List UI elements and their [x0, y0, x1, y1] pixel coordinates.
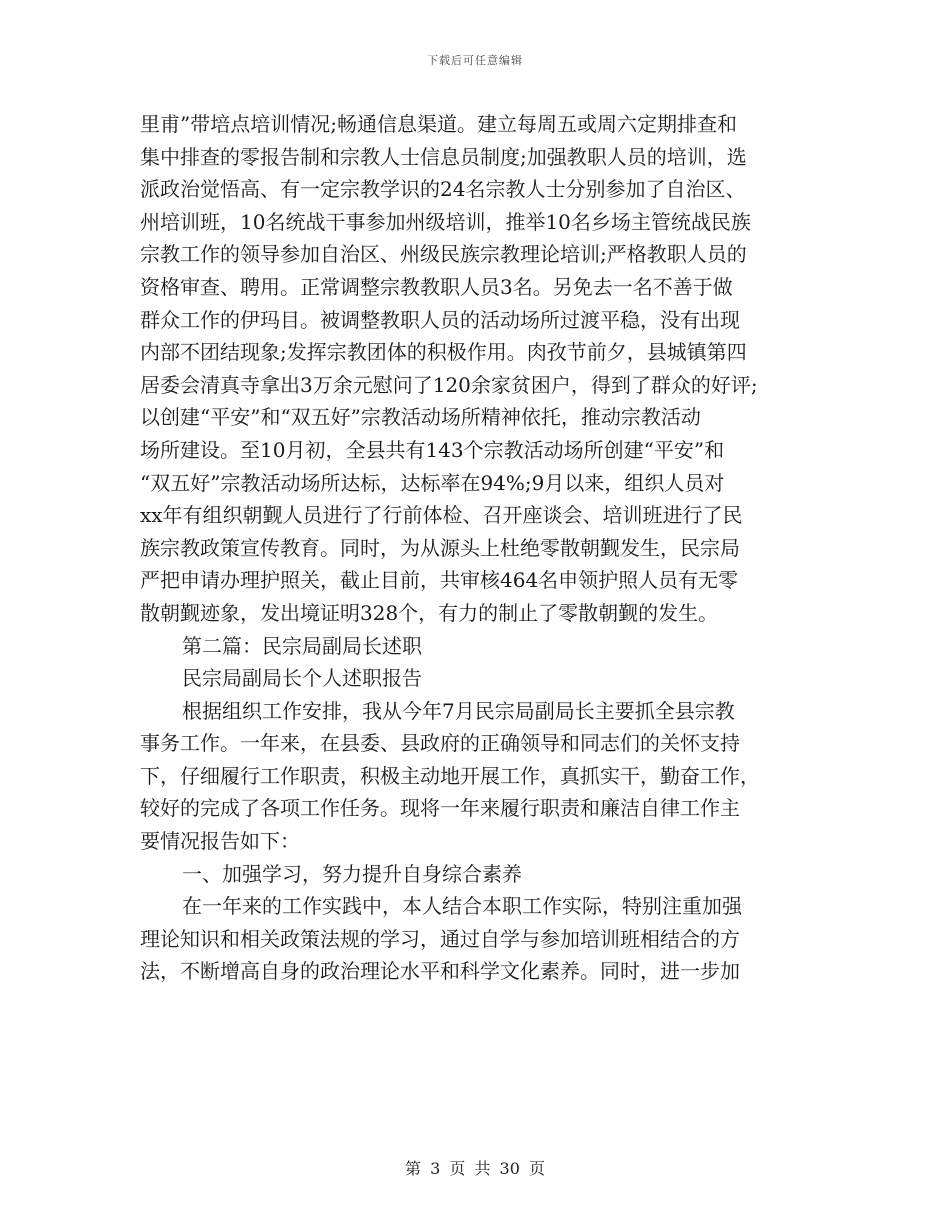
text-line: 场所建设。至10月初，全县共有143个宗教活动场所创建“平安”和: [140, 437, 725, 462]
text-line: 里甫”带培点培训情况;畅通信息渠道。建立每周五或周六定期排查和: [140, 112, 737, 136]
text-line: 居委会清真寺拿出3万余元慰问了120余家贫困户，得到了群众的好评;: [140, 372, 758, 397]
text-line: 州培训班，10名统战干事参加州级培训，推举10名乡场主管统战民族: [140, 209, 751, 234]
text-line: 民宗局副局长个人述职报告: [182, 666, 422, 691]
text-line: 集中排查的零报告制和宗教人士信息员制度;加强教职人员的培训，选: [140, 144, 747, 169]
text-line: 较好的完成了各项工作任务。现将一年来履行职责和廉洁自律工作主: [140, 796, 740, 821]
text-line: 资格审查、聘用。正常调整宗教教职人员3名。另免去一名不善于做: [140, 274, 733, 299]
text-line: 在一年来的工作实践中，本人结合本职工作实际，特别注重加强: [182, 894, 742, 919]
text-line: 法，不断增高自身的政治理论水平和科学文化素养。同时，进一步加: [140, 959, 740, 984]
text-line: 一、加强学习，努力提升自身综合素养: [182, 861, 522, 886]
text-line: 散朝觐迹象，发出境证明328个，有力的制止了零散朝觐的发生。: [140, 600, 719, 625]
text-line: 理论知识和相关政策法规的学习，通过自学与参加培训班相结合的方: [140, 926, 740, 951]
text-line: 严把申请办理护照关，截止目前，共审核464名申领护照人员有无零: [140, 568, 739, 593]
text-line: 族宗教政策宣传教育。同时，为从源头上杜绝零散朝觐发生，民宗局: [140, 535, 740, 560]
text-line: 派政治觉悟高、有一定宗教学识的24名宗教人士分别参加了自治区、: [140, 177, 746, 202]
text-line: xx年有组织朝觐人员进行了行前体检、召开座谈会、培训班进行了民: [140, 503, 743, 528]
document-body: [140, 108, 820, 988]
text-line: 内部不团结现象;发挥宗教团体的积极作用。肉孜节前夕，县城镇第四: [140, 340, 747, 365]
text-line: 群众工作的伊玛目。被调整教职人员的活动场所过渡平稳，没有出现: [140, 307, 740, 332]
text-line: 以创建“平安”和“双五好”宗教活动场所精神依托，推动宗教活动: [140, 405, 701, 430]
text-line: 要情况报告如下：: [140, 829, 300, 854]
text-line: 事务工作。一年来，在县委、县政府的正确领导和同志们的关怀支持: [140, 731, 740, 756]
text-line: 宗教工作的领导参加自治区、州级民族宗教理论培训;严格教职人员的: [140, 242, 747, 267]
text-line: 根据组织工作安排，我从今年7月民宗局副局长主要抓全县宗教: [182, 698, 735, 723]
text-line: 第二篇：民宗局副局长述职: [182, 633, 422, 658]
page-footer-page-number: 第 3 页 共 30 页: [405, 1159, 545, 1178]
text-line: “双五好”宗教活动场所达标，达标率在94%;9月以来，组织人员对: [140, 470, 725, 495]
text-line: 下，仔细履行工作职责，积极主动地开展工作，真抓实干，勤奋工作，: [140, 763, 760, 788]
page-header: 下载后可任意编辑: [427, 54, 523, 67]
